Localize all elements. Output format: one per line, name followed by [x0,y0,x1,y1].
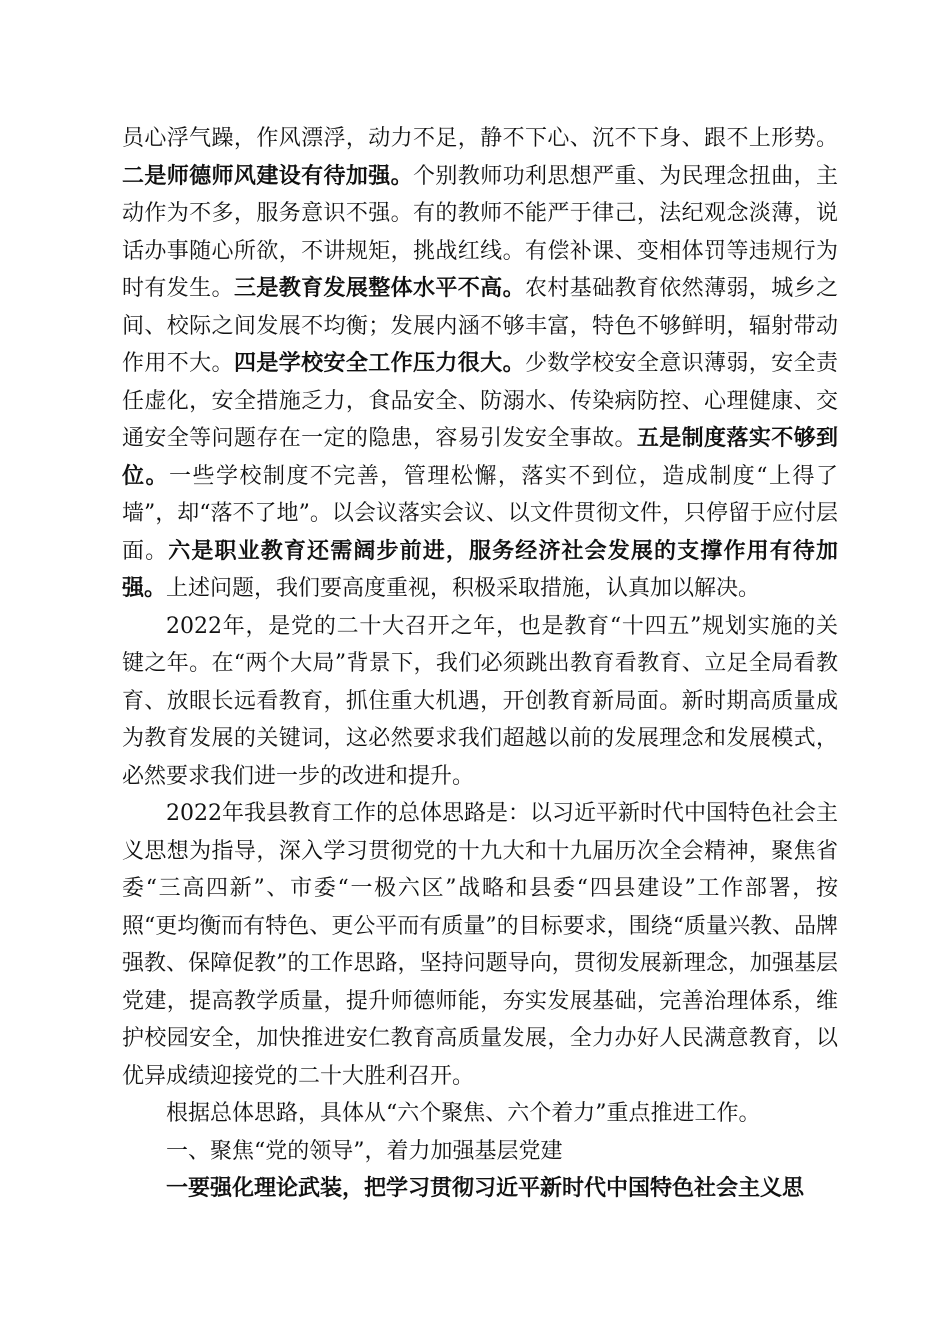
bold-point-3: 三是教育发展整体水平不高。 [233,276,525,301]
paragraph-text: 员心浮气躁，作风漂浮，动力不足，静不下心、沉不下身、跟不上形势。 [122,126,838,151]
six-focus-paragraph: 根据总体思路，具体从“六个聚焦、六个着力”重点推进工作。 [166,1101,761,1126]
year-2022-paragraph: 2022年，是党的二十大召开之年，也是教育“十四五”规划实施的关键之年。在“两个大局”背景下，我们必须跳出教育看教育、立足全局看教育、放眼长远看教育，抓住重大机遇，开创教育新局面。新时期高质量成为教育发展的关键词，这必然要求我们超越以前的发展理念和发展模式，必然要求我们进一步的改进和提升。 [122,613,838,789]
bold-point-5: 五是制度落实不够到位。 [122,426,838,489]
section-heading-1: 一、聚焦“党的领导”，着力加强基层党建 [166,1138,563,1164]
paragraph-text: 少数学校安全意识薄弱，安全责任虚化，安全措施乏力，食品安全、防溺水、传染病防控、心理健康、交通安全等问题存在一定的隐患，容易引发安全事故。 [122,351,838,451]
document-page [122,120,838,1208]
paragraph-text: 上述问题，我们要高度重视，积极采取措施，认真加以解决。 [166,576,761,601]
bold-subheading-1: 一要强化理论武装，把学习贯彻习近平新时代中国特色社会主义思 [166,1176,805,1201]
paragraph-text: 农村基础教育依然薄弱，城乡之间、校际之间发展不均衡；发展内涵不够丰富，特色不够鲜明，辐射带动作用不大。 [122,276,838,376]
bold-point-2: 二是师德师风建设有待加强。 [122,163,414,189]
bold-point-4: 四是学校安全工作压力很大。 [233,351,525,376]
paragraph-text: 个别教师功利思想严重、为民理念扭曲，主动作为不多，服务意识不强。有的教师不能严于律己，法纪观念淡薄，说话办事随心所欲，不讲规矩，挑战红线。有偿补课、变相体罚等违规行为时有发生。 [122,163,838,301]
problems-paragraph [122,120,838,608]
bold-point-6: 六是职业教育还需阔步前进，服务经济社会发展的支撑作用有待加强。 [122,538,838,601]
overall-approach-paragraph: 2022年我县教育工作的总体思路是：以习近平新时代中国特色社会主义思想为指导，深入学习贯彻党的十九大和十九届历次全会精神，聚焦省委“三高四新”、市委“一极六区”战略和县委“四县建设”工作部署，按照“更均衡而有特色、更公平而有质量”的目标要求，围绕“质量兴教、品牌强教、保障促教”的工作思路，坚持问题导向，贯彻发展新理念，加强基层党建，提高教学质量，提升师德师能，夯实发展基础，完善治理体系，维护校园安全，加快推进安仁教育高质量发展，全力办好人民满意教育，以优异成绩迎接党的二十大胜利召开。 [122,801,838,1089]
paragraph-text: 一些学校制度不完善，管理松懈，落实不到位，造成制度“上得了墙”，却“落不了地”。以会议落实会议、以文件贯彻文件，只停留于应付层面。 [122,463,838,564]
